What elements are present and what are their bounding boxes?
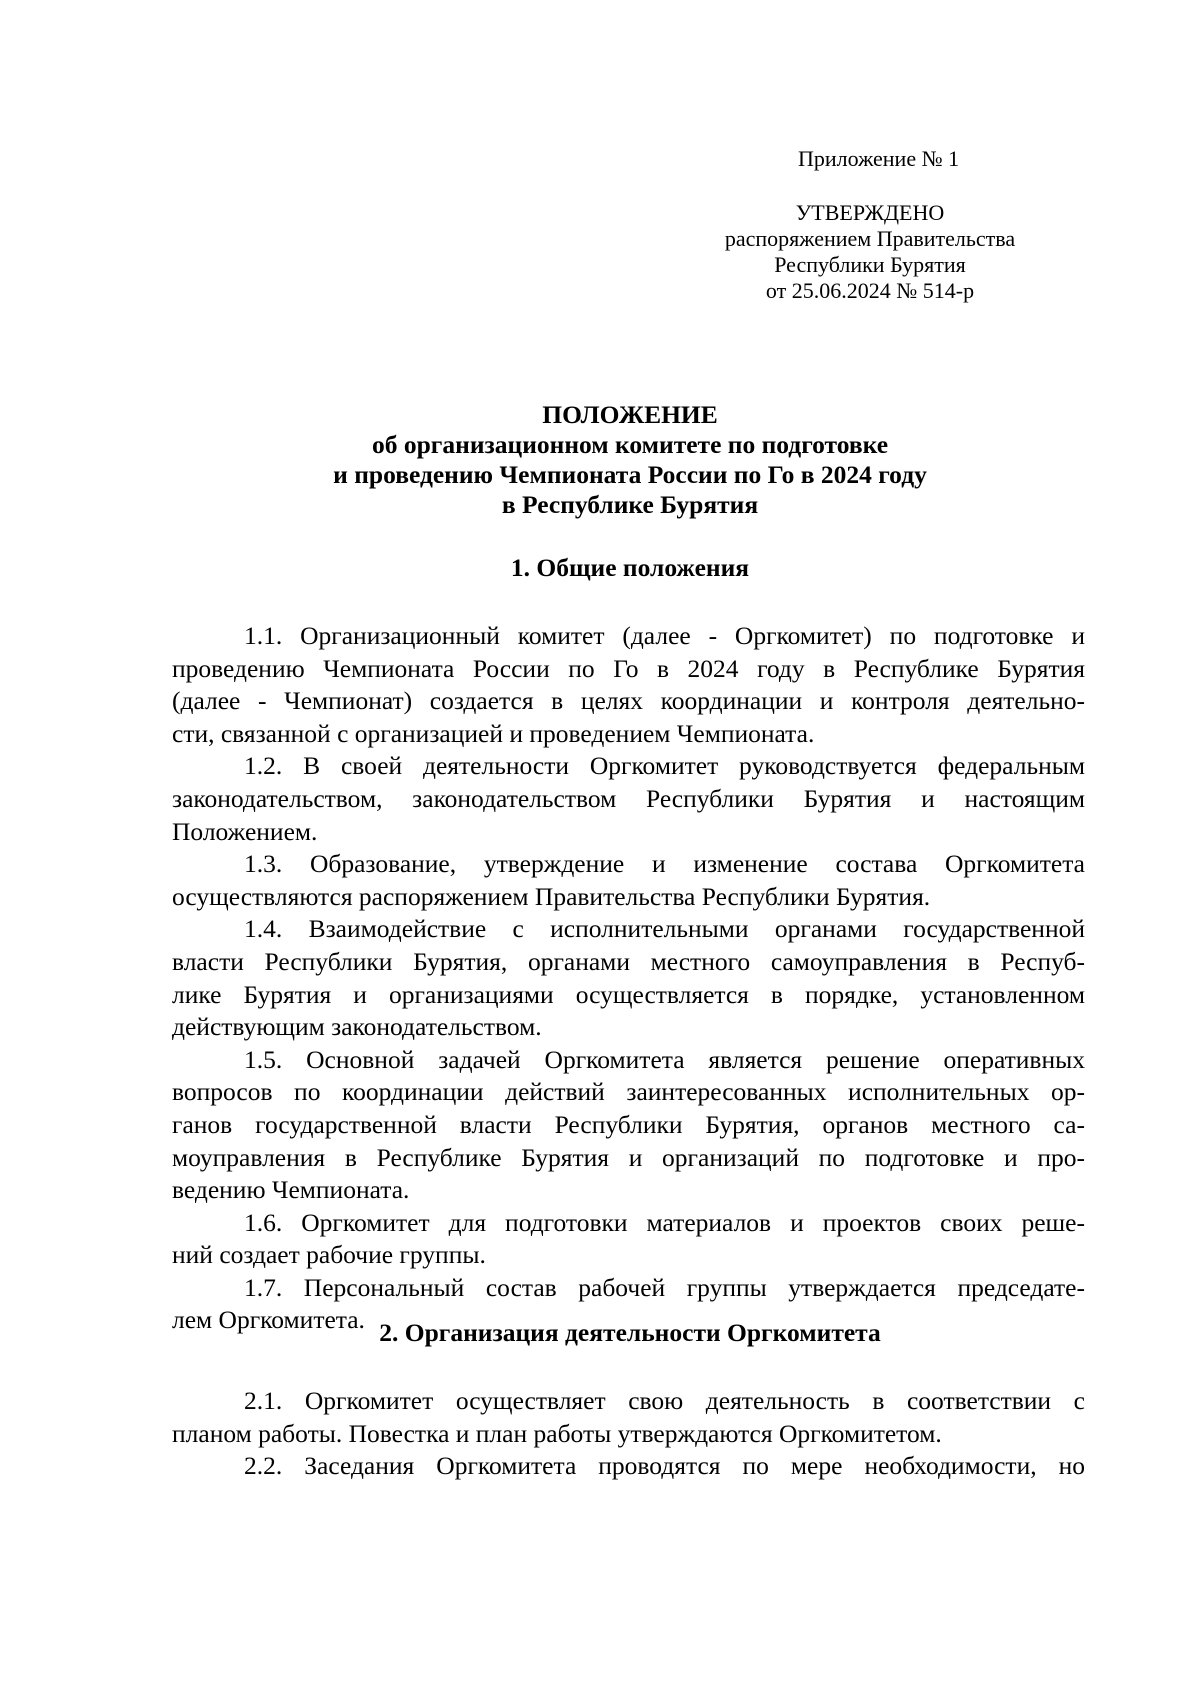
paragraph-line: проведению Чемпионата России по Го в 2024 году в Республике Бурятия (172, 653, 1085, 683)
paragraph-line: ганов государственной власти Республики Бурятия, органов местного са- (172, 1109, 1085, 1139)
section-heading: 2. Организация деятельности Оргкомитета (379, 1318, 881, 1347)
paragraph (172, 848, 1085, 913)
paragraph-line: 1.5. Основной задачей Оргкомитета является решение оперативных (244, 1044, 1085, 1074)
approval-stamp-block (690, 200, 1050, 304)
paragraph-line: 2.2. Заседания Оргкомитета проводятся по мере необходимости, но (244, 1451, 1085, 1481)
section-body (172, 1385, 1085, 1483)
paragraph (172, 750, 1085, 848)
paragraph-line: сти, связанной с организацией и проведением Чемпионата. (172, 718, 815, 748)
paragraph-line: лем Оргкомитета. (172, 1305, 365, 1335)
paragraph-line: вопросов по координации действий заинтересованных исполнительных ор- (172, 1077, 1085, 1107)
approval-line: распоряжением Правительства (724, 226, 1016, 251)
paragraph-line: ведению Чемпионата. (172, 1175, 410, 1205)
paragraph-line: власти Республики Бурятия, органами местного самоуправления в Респуб- (172, 946, 1085, 976)
section-body (172, 620, 1085, 1337)
paragraph-line: (далее - Чемпионат) создается в целях координации и контроля деятельно- (172, 686, 1085, 716)
paragraph-line: 1.7. Персональный состав рабочей группы утверждается председате- (244, 1272, 1085, 1302)
title-line: об организационном комитете по подготовке (371, 430, 889, 459)
paragraph-line: 1.1. Организационный комитет (далее - Оргкомитет) по подготовке и (244, 621, 1085, 650)
approval-heading: УТВЕРЖДЕНО (795, 200, 945, 225)
paragraph-line: 2.1. Оргкомитет осуществляет свою деятельность в соответствии с (244, 1386, 1085, 1415)
appendix-label: Приложение № 1 (798, 146, 960, 171)
paragraph-line: 1.3. Образование, утверждение и изменение состава Оргкомитета (244, 849, 1085, 879)
paragraph (172, 1385, 1085, 1450)
paragraph-line: осуществляются распоряжением Правительства Республики Бурятия. (172, 881, 931, 911)
paragraph (172, 913, 1085, 1043)
title-line: и проведению Чемпионата России по Го в 2024 году (333, 460, 927, 489)
approval-date-number: от 25.06.2024 № 514-р (765, 278, 975, 303)
paragraph-line: действующим законодательством. (172, 1012, 542, 1042)
paragraph-line: 1.2. В своей деятельности Оргкомитет руководствуется федеральным (244, 751, 1085, 781)
document-title (170, 400, 1090, 520)
approval-line: Республики Бурятия (774, 252, 966, 277)
section-heading: 1. Общие положения (510, 553, 750, 582)
paragraph-line: лике Бурятия и организациями осуществляется в порядке, установленном (172, 979, 1085, 1009)
paragraph-line: 1.6. Оргкомитет для подготовки материалов и проектов своих реше- (244, 1207, 1085, 1237)
paragraph-line: моуправления в Республике Бурятия и организаций по подготовке и про- (172, 1142, 1085, 1172)
paragraph (172, 620, 1085, 750)
paragraph-line: ний создает рабочие группы. (172, 1240, 486, 1270)
paragraph (172, 1044, 1085, 1207)
paragraph (172, 1207, 1085, 1272)
paragraph-line: 1.4. Взаимодействие с исполнительными органами государственной (244, 914, 1085, 944)
paragraph (172, 1450, 1085, 1483)
title-line: ПОЛОЖЕНИЕ (542, 400, 718, 429)
paragraph-line: Положением. (172, 816, 318, 846)
paragraph-line: законодательством, законодательством Республики Бурятия и настоящим (172, 783, 1085, 813)
paragraph-line: планом работы. Повестка и план работы утверждаются Оргкомитетом. (172, 1418, 942, 1448)
title-line: в Республике Бурятия (501, 490, 759, 519)
